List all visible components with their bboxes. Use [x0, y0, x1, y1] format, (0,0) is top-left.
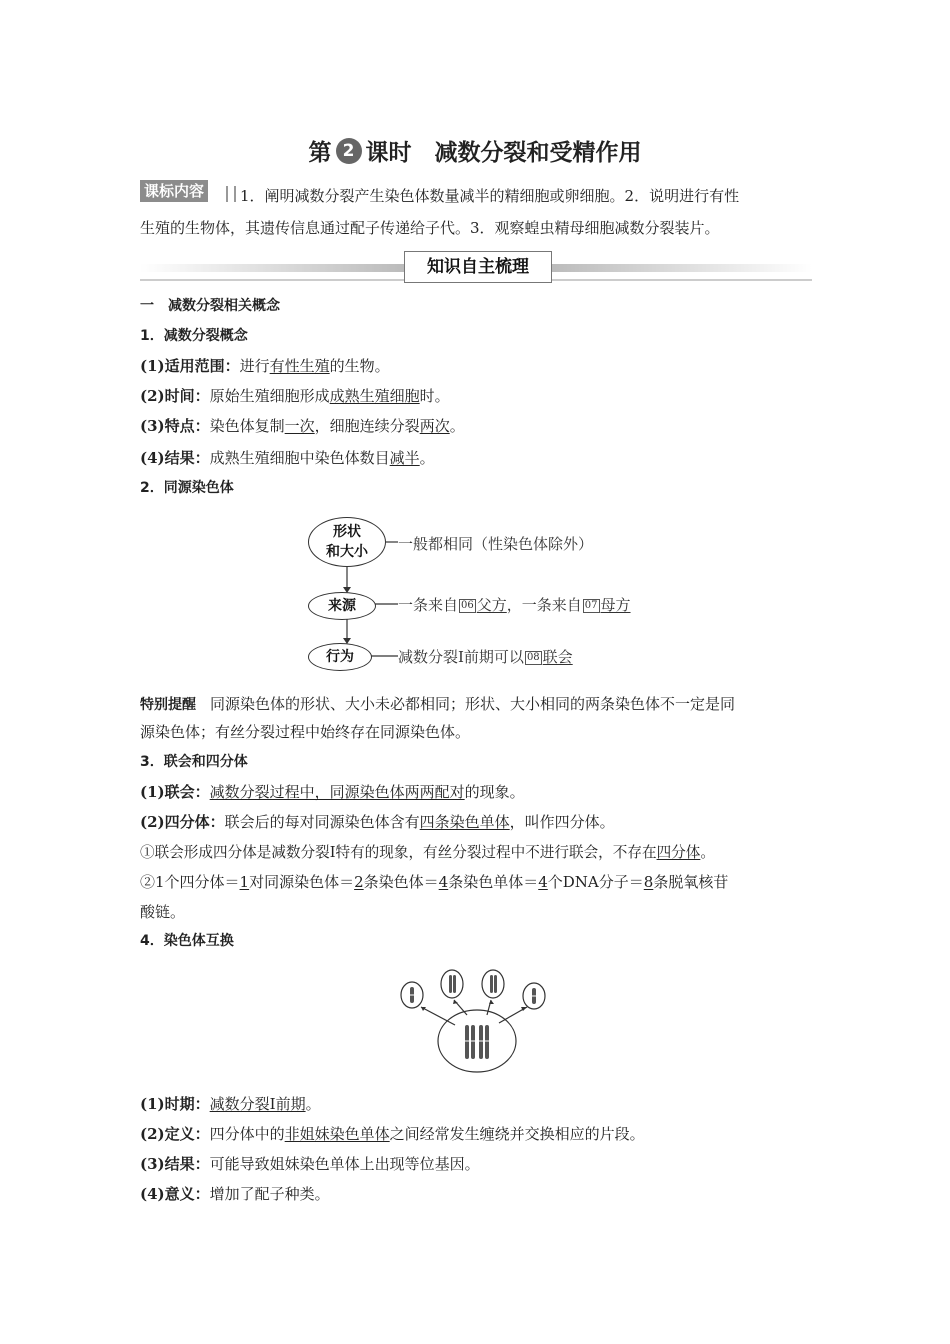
- node-behavior: 行为: [308, 643, 372, 671]
- node-shape-size-desc: 一般都相同（性染色体除外）: [398, 535, 594, 553]
- tetrad-note-2-cont: 酸链。: [140, 903, 186, 921]
- part4-heading: 4．染色体互换: [140, 933, 234, 949]
- scope-line: (1)适用范围：进行有性生殖的生物。: [140, 357, 390, 375]
- answer-blank: 一次: [284, 417, 315, 435]
- curriculum-tag: 课标内容: [140, 180, 208, 202]
- page-title: [0, 134, 950, 167]
- result-line: (4)结果：成熟生殖细胞中染色体数目减半。: [140, 449, 435, 467]
- curriculum-tag-bars: [226, 186, 236, 202]
- answer-blank: 减数分裂过程中，同源染色体两两配对: [209, 783, 465, 801]
- note-label: 特别提醒: [140, 697, 196, 713]
- crossover-definition-line: (2)定义：四分体中的非姐妹染色单体之间经常发生缠绕并交换相应的片段。: [140, 1125, 645, 1143]
- tetrad-line: (2)四分体：联会后的每对同源染色体含有四条染色单体，叫作四分体。: [140, 813, 615, 831]
- tetrad-note-1: ①联会形成四分体是减数分裂Ⅰ特有的现象，有丝分裂过程中不进行联会，不存在四分体。: [140, 844, 715, 861]
- part3-heading: 3．联会和四分体: [140, 754, 248, 770]
- answer-blank: 1: [239, 873, 250, 891]
- answer-blank: 2: [354, 873, 364, 891]
- answer-blank: 四条染色单体: [419, 813, 510, 831]
- answer-blank: 联会: [542, 648, 573, 666]
- curriculum-line-2: 生殖的生物体，其遗传信息通过配子传递给子代。3．观察蝗虫精母细胞减数分裂装片。: [140, 219, 720, 237]
- synapsis-line: (1)联会：减数分裂过程中，同源染色体两两配对的现象。: [140, 783, 525, 801]
- crossover-significance-line: (4)意义：增加了配子种类。: [140, 1185, 330, 1203]
- tetrad-note-2: ②1个四分体＝1对同源染色体＝2条染色体＝4条染色单体＝4个DNA分子＝8条脱氧核苷: [140, 873, 729, 891]
- answer-blank: 父方: [476, 596, 507, 614]
- answer-blank: 减半: [389, 449, 420, 467]
- node-origin: 来源: [308, 592, 376, 620]
- crossover-time-line: (1)时期：减数分裂Ⅰ前期。: [140, 1095, 321, 1113]
- part1-heading: 一 减数分裂相关概念: [140, 298, 280, 314]
- time-line: (2)时间：原始生殖细胞形成成熟生殖细胞时。: [140, 387, 450, 405]
- answer-blank: 4: [538, 873, 548, 891]
- answer-blank: 成熟生殖细胞: [329, 387, 420, 405]
- answer-blank: 四分体: [656, 844, 701, 861]
- note-line-2: 源染色体；有丝分裂过程中始终存在同源染色体。: [140, 723, 471, 741]
- note-line-1: 特别提醒 同源染色体的形状、大小未必都相同；形状、大小相同的两条染色体不一定是同: [140, 695, 736, 713]
- crossover-illustration: [395, 965, 555, 1075]
- node-behavior-desc: 减数分裂Ⅰ前期可以 08 联会: [398, 648, 573, 666]
- answer-blank: 8: [643, 873, 654, 891]
- title-suffix: 课时 减数分裂和受精作用: [365, 140, 642, 166]
- answer-blank: 有性生殖: [269, 357, 330, 375]
- crossover-result-line: (3)结果：可能导致姐妹染色单体上出现等位基因。: [140, 1155, 480, 1173]
- node-origin-desc: 一条来自 06 父方，一条来自 07 母方: [398, 596, 631, 614]
- feature-line: (3)特点：染色体复制一次，细胞连续分裂两次。: [140, 417, 465, 435]
- lesson-number-badge: 2: [336, 138, 362, 164]
- section-title: 知识自主梳理: [404, 251, 552, 283]
- title-prefix: 第: [308, 140, 332, 166]
- answer-blank: 两次: [419, 417, 450, 435]
- answer-blank: 母方: [600, 596, 631, 614]
- part1-h2: 2．同源染色体: [140, 480, 234, 496]
- curriculum-line-1: 1．阐明减数分裂产生染色体数量减半的精细胞或卵细胞。2．说明进行有性: [240, 187, 740, 205]
- answer-blank: 减数分裂Ⅰ前期: [209, 1095, 306, 1113]
- answer-blank: 非姐妹染色单体: [284, 1125, 390, 1143]
- answer-blank: 4: [438, 873, 449, 891]
- part1-h1: 1．减数分裂概念: [140, 328, 248, 344]
- node-shape-size: 形状 和大小: [308, 517, 386, 567]
